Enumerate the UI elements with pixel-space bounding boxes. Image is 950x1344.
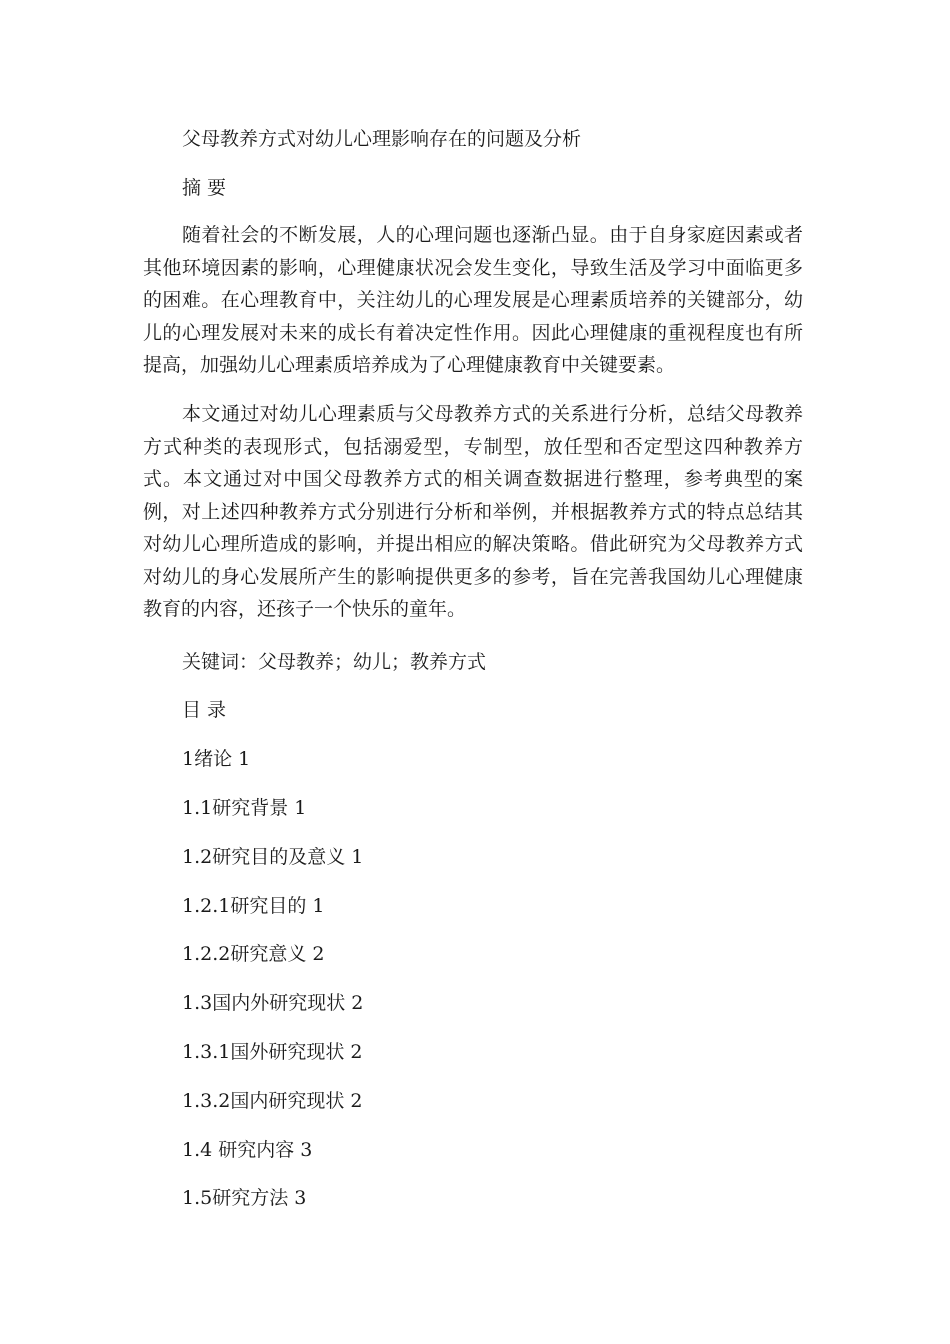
document-title: 父母教养方式对幼儿心理影响存在的问题及分析 xyxy=(182,128,582,150)
abstract-paragraph-2: 本文通过对幼儿心理素质与父母教养方式的关系进行分析，总结父母教养方式种类的表现形式，包括溺爱型，专制型，放任型和否定型这四种教养方式。本文通过对中国父母教养方式的相关调查数据进行整理，参考典型的案例，对上述四种教养方式分别进行分析和举例，并根据教养方式的特点总结其对幼儿心理所造成的影响，并提出相应的解决策略。借此研究为父母教养方式对幼儿的身心发展所产生的影响提供更多的参考，旨在完善我国幼儿心理健康教育的内容，还孩子一个快乐的童年。 xyxy=(143,403,803,620)
abstract-heading: 摘 要 xyxy=(182,177,227,199)
toc-heading: 目 录 xyxy=(182,699,227,721)
toc-item: 1.3.2国内研究现状 2 xyxy=(182,1090,363,1112)
toc-item: 1.3国内外研究现状 2 xyxy=(182,992,364,1014)
toc-item: 1.2.1研究目的 1 xyxy=(182,895,325,917)
toc-item: 1绪论 1 xyxy=(182,748,251,770)
toc-item: 1.5研究方法 3 xyxy=(182,1187,307,1209)
toc-item: 1.2研究目的及意义 1 xyxy=(182,846,364,868)
keywords-line: 关键词：父母教养；幼儿；教养方式 xyxy=(182,651,487,673)
toc-item: 1.2.2研究意义 2 xyxy=(182,943,325,965)
toc-item: 1.1研究背景 1 xyxy=(182,797,307,819)
toc-item: 1.4 研究内容 3 xyxy=(182,1139,313,1161)
abstract-paragraph-1: 随着社会的不断发展，人的心理问题也逐渐凸显。由于自身家庭因素或者其他环境因素的影响，心理健康状况会发生变化，导致生活及学习中面临更多的困难。在心理教育中，关注幼儿的心理发展是心理素质培养的关键部分，幼儿的心理发展对未来的成长有着决定性作用。因此心理健康的重视程度也有所提高，加强幼儿心理素质培养成为了心理健康教育中关键要素。 xyxy=(143,224,803,376)
toc-item: 1.3.1国外研究现状 2 xyxy=(182,1041,363,1063)
